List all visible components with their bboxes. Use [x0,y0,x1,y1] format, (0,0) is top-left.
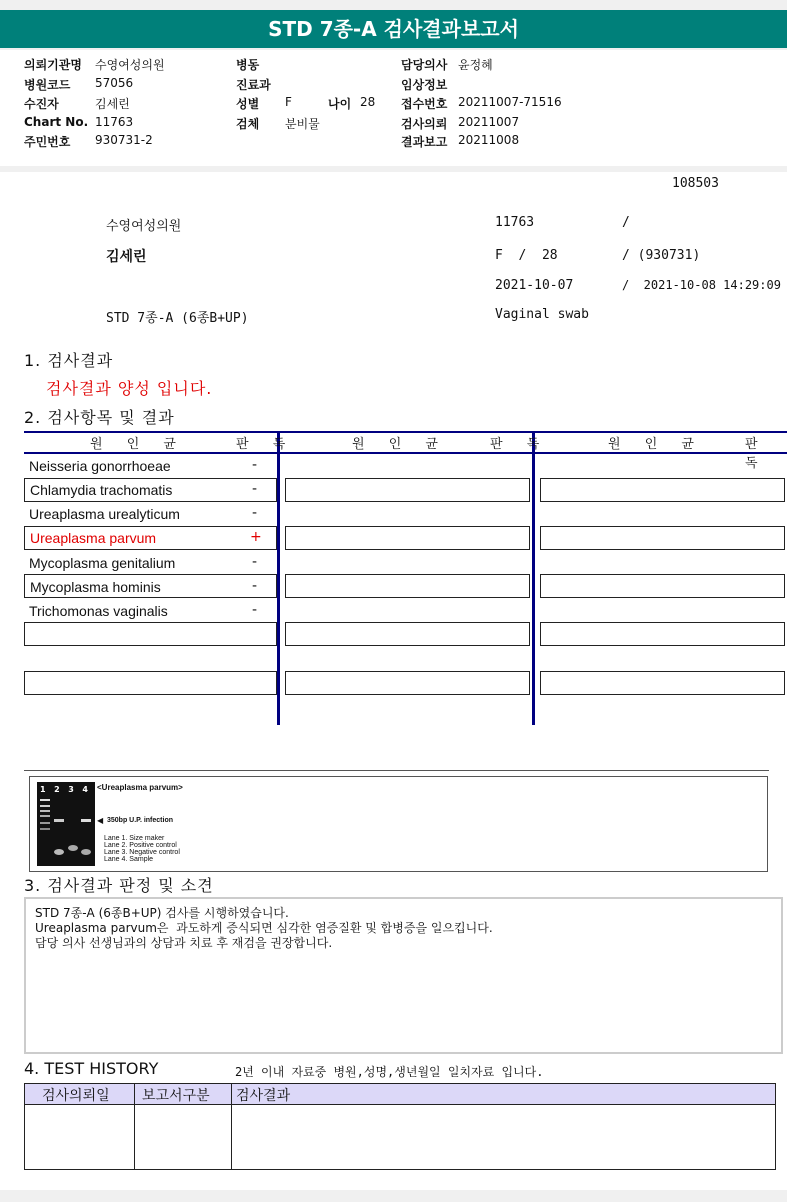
report-title: STD 7종-A 검사결과보고서 [0,10,787,48]
gel-top-rule [24,770,769,771]
table-row-box [285,478,530,502]
section-2-title: 2. 검사항목 및 결과 [24,408,175,427]
gel-lane-legend: Lane 2. Positive control [104,842,177,849]
chart-value: 11763 [95,115,134,129]
table-row-box [24,622,277,646]
table-row-box [540,574,785,598]
section-3-title: 3. 검사결과 판정 및 소견 [24,876,214,895]
history-note: 2년 이내 자료중 병원,성명,생년월일 일치자료 입니다. [235,1065,544,1079]
pathogen-result: - [252,554,258,570]
table-row-box [540,671,785,695]
pathogen-name: Trichomonas vaginalis [29,603,168,619]
age-value: 28 [360,95,376,109]
hospital-code-value: 57056 [95,76,134,90]
ward-label: 병동 [236,58,260,72]
pathogen-name: Neisseria gonorrhoeae [29,458,171,474]
col-header-pathogen: 원 인 균 [608,437,704,452]
pathogen-name: Mycoplasma hominis [30,579,161,595]
rrn-label: 주민번호 [24,135,71,149]
gel-lane-numbers: 1 2 3 4 [40,785,89,794]
col-header-pathogen: 원 인 균 [90,437,186,452]
opinion-line: STD 7종-A (6종B+UP) 검사를 시행하였습니다. [35,906,289,920]
history-table-header [24,1083,776,1105]
section-1-title: 1. 검사결과 [24,351,114,370]
gel-lane-legend: Lane 3. Negative control [104,849,180,856]
hospital-code-label: 병원코드 [24,78,71,92]
gel-band-label: 350bp U.P. infection [107,817,173,824]
receipt-value: 20211007-71516 [458,95,562,109]
sheet-sex-age: F / 28 [495,248,558,263]
request-value: 20211007 [458,115,520,129]
col-header-verdict: 판 독 [236,437,296,452]
table-row-box [24,671,277,695]
sex-label: 성별 [236,97,260,111]
request-label: 검사의뢰 [401,117,448,131]
history-column-divider [231,1083,232,1170]
gel-lane-legend: Lane 1. Size maker [104,835,165,842]
sheet-date-reported: / 2021-10-08 14:29:09 [622,278,781,292]
table-row-box [285,622,530,646]
patient-label: 수진자 [24,97,59,111]
table-column-divider [532,431,535,725]
gel-title: <Ureaplasma parvum> [97,783,183,792]
table-header-rule [24,452,787,454]
gel-bands [37,782,95,866]
table-row-box [285,671,530,695]
pathogen-name: Mycoplasma genitalium [29,555,176,571]
sheet-specimen: Vaginal swab [495,307,589,322]
chart-label: Chart No. [24,115,89,129]
sheet-slash: / [622,215,630,230]
table-row-box [540,526,785,550]
sheet-clinic: 수영여성의원 [106,219,182,234]
receipt-label: 접수번호 [401,97,448,111]
pathogen-result: - [252,602,258,618]
report-code: 108503 [672,176,719,191]
dept-label: 진료과 [236,78,271,92]
specimen-value: 분비물 [285,117,320,131]
pathogen-result: - [252,481,258,497]
table-row-box [540,622,785,646]
patient-value: 김세린 [95,97,130,111]
sheet-test-name: STD 7종-A (6종B+UP) [106,311,249,326]
report-date-label: 결과보고 [401,135,448,149]
col-header-verdict: 판 독 [490,437,550,452]
pathogen-result: - [252,505,258,521]
clinical-label: 임상정보 [401,78,448,92]
col-header-pathogen: 원 인 균 [352,437,448,452]
sheet-chart: 11763 [495,215,535,230]
institution-value: 수영여성의원 [95,58,165,72]
table-row-box [285,574,530,598]
pathogen-name: Chlamydia trachomatis [30,482,173,498]
pathogen-result-positive: + [250,529,262,545]
report-date-value: 20211008 [458,133,520,147]
history-col-result: 검사결과 [236,1088,291,1104]
pathogen-name: Ureaplasma urealyticum [29,506,180,522]
table-row-box [285,526,530,550]
gel-arrow: ◀ [97,816,104,825]
gel-electrophoresis-image [37,782,95,866]
sex-value: F [285,95,292,109]
table-column-divider [277,431,280,725]
table-row-box [540,478,785,502]
opinion-line: Ureaplasma parvum은 과도하게 증식되면 심각한 염증질환 및 합병증을 일으킵니다. [35,921,493,935]
doctor-value: 윤정혜 [458,58,493,72]
gel-lane-legend: Lane 4. Sample [104,856,154,863]
patient-info-panel [0,50,787,166]
opinion-line: 담당 의사 선생님과의 상담과 치료 후 재검을 권장합니다. [35,936,333,950]
doctor-label: 담당의사 [401,58,448,72]
pathogen-result: - [252,457,258,473]
rrn-value: 930731-2 [95,133,153,147]
history-col-report-type: 보고서구분 [142,1088,210,1104]
history-column-divider [134,1083,135,1170]
result-summary: 검사결과 양성 입니다. [46,379,213,398]
institution-label: 의뢰기관명 [24,58,82,72]
section-4-title: 4. TEST HISTORY [24,1059,159,1078]
history-col-request-date: 검사의뢰일 [42,1088,110,1104]
sheet-date-received: 2021-10-07 [495,278,574,293]
pathogen-result: - [252,578,258,594]
col-header-verdict: 판 독 [745,437,766,471]
sheet-patient-name: 김세린 [106,249,147,265]
specimen-label: 검체 [236,117,260,131]
sheet-birth: / (930731) [622,248,701,263]
age-label: 나이 [328,97,352,111]
pathogen-name-positive: Ureaplasma parvum [30,530,157,546]
